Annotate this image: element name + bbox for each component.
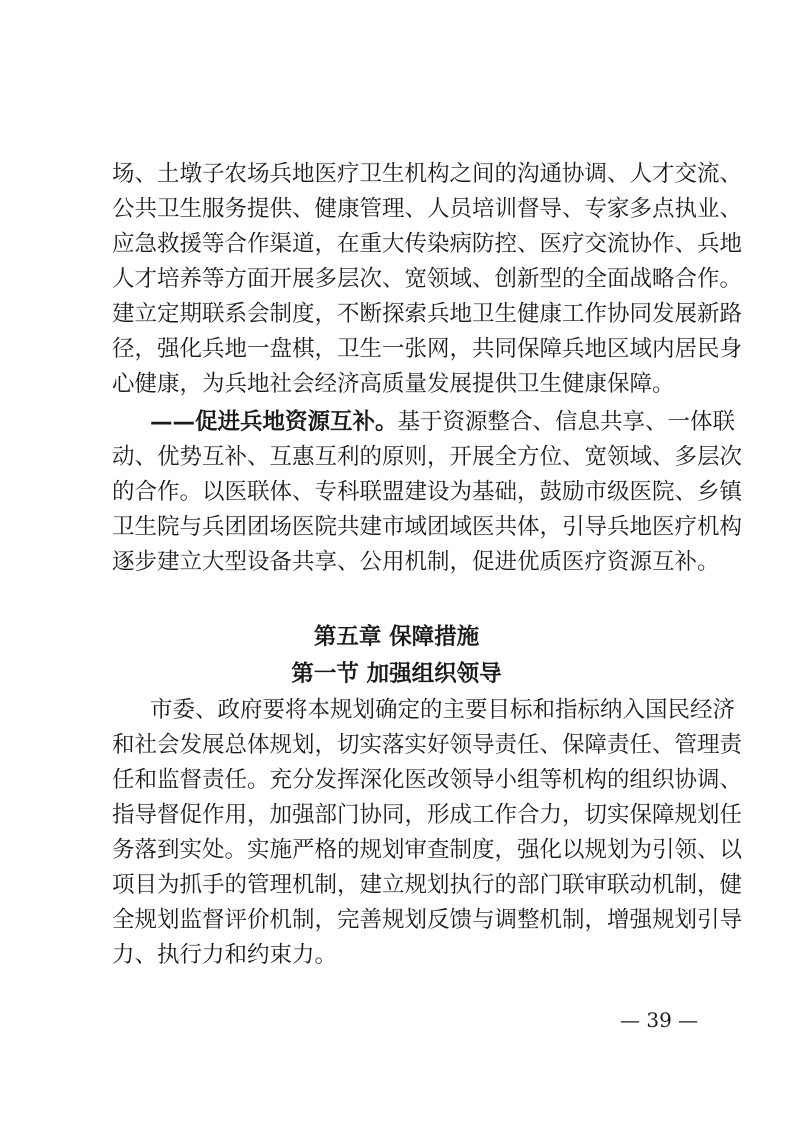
paragraph-3-line-7: 全规划监督评价机制，完善规划反馈与调整机制，增强规划引导 — [112, 907, 743, 933]
paragraph-1-line-7: 心健康，为兵地社会经济高质量发展提供卫生健康保障。 — [112, 371, 675, 397]
paragraph-1-line-2: 公共卫生服务提供、健康管理、人员培训督导、专家多点执业、 — [112, 196, 743, 222]
paragraph-1-line-1: 场、土墩子农场兵地医疗卫生机构之间的沟通协调、人才交流、 — [112, 161, 743, 187]
paragraph-2-line-5: 逐步建立大型设备共享、公用机制，促进优质医疗资源互补。 — [112, 549, 720, 575]
paragraph-3-line-4: 指导督促作用，加强部门协同，形成工作合力，切实保障规划任 — [112, 802, 743, 828]
paragraph-2-first-line-rest: 基于资源整合、信息共享、一体联 — [397, 409, 736, 435]
paragraph-2-line-3: 的合作。以医联体、专科联盟建设为基础，鼓励市级医院、乡镇 — [112, 479, 743, 505]
chapter-title: 第五章 保障措施 — [313, 624, 480, 650]
paragraph-1-line-5: 建立定期联系会制度，不断探索兵地卫生健康工作协同发展新路 — [112, 301, 743, 327]
paragraph-2-line-1 — [150, 408, 736, 436]
paragraph-3-line-2: 和社会发展总体规划，切实落实好领导责任、保障责任、管理责 — [112, 732, 743, 758]
paragraph-1-line-4: 人才培养等方面开展多层次、宽领域、创新型的全面战略合作。 — [112, 266, 743, 292]
paragraph-3-line-6: 项目为抓手的管理机制，建立规划执行的部门联审联动机制，健 — [112, 872, 743, 898]
paragraph-2-line-4: 卫生院与兵团团场医院共建市域团域医共体，引导兵地医疗机构 — [112, 514, 743, 540]
paragraph-3-line-3: 任和监督责任。充分发挥深化医改领导小组等机构的组织协调、 — [112, 767, 743, 793]
paragraph-1-line-6: 径，强化兵地一盘棋，卫生一张网，共同保障兵地区域内居民身 — [112, 336, 743, 362]
section-title: 第一节 加强组织领导 — [291, 661, 502, 687]
paragraph-1-line-3: 应急救援等合作渠道，在重大传染病防控、医疗交流协作、兵地 — [112, 231, 743, 257]
paragraph-3-line-5: 务落到实处。实施严格的规划审查制度，强化以规划为引领、以 — [112, 837, 743, 863]
paragraph-3-line-8: 力、执行力和约束力。 — [112, 942, 338, 968]
page-number: — 39 — — [620, 1008, 699, 1032]
paragraph-3-line-1: 市委、政府要将本规划确定的主要目标和指标纳入国民经济 — [150, 697, 736, 723]
paragraph-2-line-2: 动、优势互补、互惠互利的原则，开展全方位、宽领域、多层次 — [112, 444, 743, 470]
paragraph-2-lead: ——促进兵地资源互补。 — [150, 409, 398, 435]
